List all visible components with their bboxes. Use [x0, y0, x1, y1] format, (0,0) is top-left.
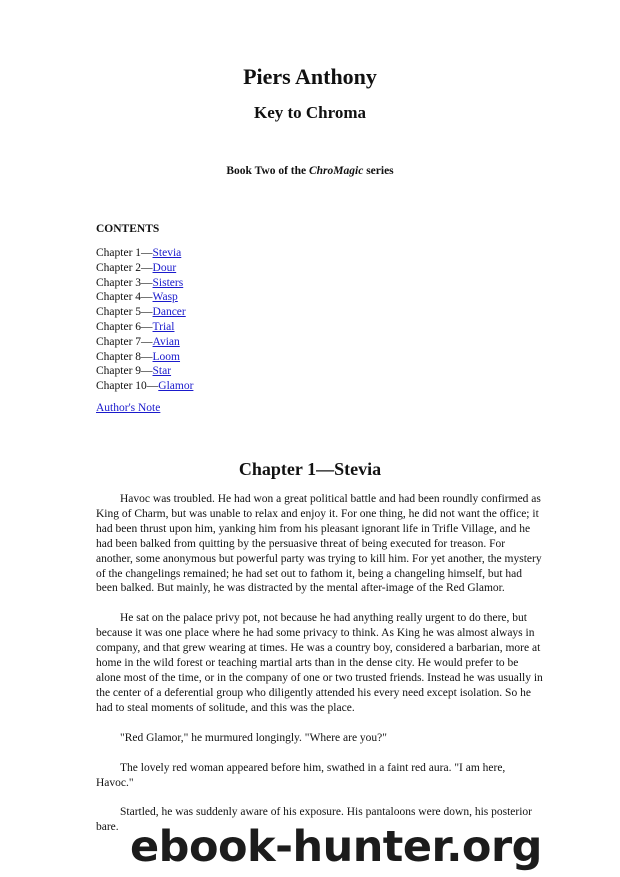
toc-item-prefix: Chapter 5— — [96, 306, 153, 319]
toc-link-stevia[interactable]: Stevia — [152, 247, 182, 259]
book-title: Key to Chroma — [253, 103, 367, 122]
toc-item-prefix: Chapter 7— — [96, 335, 153, 348]
toc-item-prefix: Chapter 10— — [96, 380, 159, 393]
body-paragraph: The lovely red woman appeared before him, swathed in a faint red aura. "I am here, Havoc." — [96, 761, 506, 789]
toc-link-dour[interactable]: Dour — [152, 261, 177, 274]
contents-heading: CONTENTS — [96, 223, 160, 235]
toc-item — [96, 276, 193, 291]
body-paragraph: Startled, he was suddenly aware of his exposure. His pantaloons were down, his posterior bare. — [96, 806, 532, 834]
authors-note-link[interactable]: Author's Note — [96, 402, 161, 414]
toc-item — [96, 290, 193, 305]
toc-item — [96, 364, 193, 379]
toc-link-trial[interactable]: Trial — [152, 320, 175, 333]
watermark: ebook-hunter.org — [130, 822, 542, 872]
series-name: ChroMagic — [308, 165, 364, 177]
toc-item-prefix: Chapter 2— — [96, 261, 153, 274]
toc-link-dancer[interactable]: Dancer — [152, 306, 186, 319]
toc-item-prefix: Chapter 9— — [96, 365, 153, 378]
toc-link-wasp[interactable]: Wasp — [152, 291, 178, 304]
chapter-body — [96, 492, 544, 850]
toc-item — [96, 320, 193, 335]
toc-item — [96, 305, 193, 320]
table-of-contents — [96, 246, 193, 394]
toc-item — [96, 335, 193, 350]
series-prefix: Book Two of the — [226, 165, 309, 177]
toc-link-sisters[interactable]: Sisters — [152, 276, 184, 289]
toc-item-prefix: Chapter 1— — [96, 247, 153, 259]
toc-item — [96, 261, 193, 276]
toc-item-prefix: Chapter 3— — [96, 276, 153, 289]
toc-link-avian[interactable]: Avian — [152, 335, 180, 348]
toc-item-prefix: Chapter 6— — [96, 320, 153, 333]
toc-item — [96, 379, 193, 394]
toc-item — [96, 246, 193, 261]
body-paragraph: He sat on the palace privy pot, not because he had anything really urgent to do there, but because it was one place where he had some privacy to think. As King he was almost always in company, and that grew wearing at times. He was a country boy, considered a barbarian, more at home in the wild forest or teaching martial arts than in the dense city. He would prefer to be alone most of the time, or in the company of one or two trusted friends. Instead he was usually in the center of a deferential group who diligently attended his every need except isolation. So he had to steal moments of solitude, and this was the place. — [96, 612, 543, 714]
chapter-heading: Chapter 1—Stevia — [238, 459, 382, 479]
toc-link-loom[interactable]: Loom — [152, 350, 181, 363]
body-paragraph: "Red Glamor," he murmured longingly. "Where are you?" — [120, 731, 387, 744]
toc-item-prefix: Chapter 4— — [96, 291, 153, 304]
body-paragraph: Havoc was troubled. He had won a great political battle and had been roundly confirmed as King of Charm, but was unable to relax and enjoy it. For one thing, he did not want the office; it had been thrust upon him, yanking him from his pleasant ignorant life in Trifle Village, and he had been balked from quitting by the persuasive threat of being executed for treason. For another, some anonymous but powerful party was trying to kill him. For yet another, the mystery of the changelings remained; he had set out to fathom it, being a changeling himself, but had been balked. But mainly, he was distracted by the mental after-image of the Red Glamor. — [96, 493, 542, 595]
toc-item-prefix: Chapter 8— — [96, 350, 153, 363]
toc-item — [96, 350, 193, 365]
toc-link-glamor[interactable]: Glamor — [158, 380, 194, 393]
toc-link-star[interactable]: Star — [152, 365, 172, 378]
series-line — [0, 165, 620, 177]
book-author: Piers Anthony — [243, 64, 377, 89]
series-suffix: series — [363, 165, 394, 177]
